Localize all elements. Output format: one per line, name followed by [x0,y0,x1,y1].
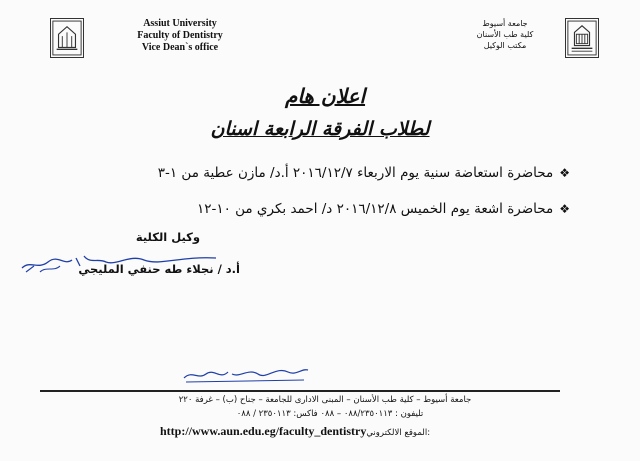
announcement-title: اعلان هام [284,84,366,108]
handwritten-note [180,356,310,386]
website-label: الموقع الالكتروني: [366,428,431,438]
footer-divider [40,390,560,392]
office-name-ar: مكتب الوكيل [483,41,527,50]
diamond-bullet-icon: ❖ [559,202,570,216]
faculty-name-en: Faculty of Dentistry [137,30,223,41]
header-english [110,18,250,54]
announcement-item [50,165,570,181]
university-name-en: Assiut University [143,18,217,29]
website-url[interactable]: http://www.aun.edu.eg/faculty_dentistry [160,424,367,438]
announcement-item-text: محاضرة اشعة يوم الخميس ٢٠١٦/١٢/٨ د/ احمد بكري من ١٠-١٢ [196,201,554,217]
footer-address: جامعة أسيوط – كلية طب الأسنان – المبنى الادارى للجامعة – جناح (ب) – غرفة ٢٢٠ [178,395,472,405]
university-name-ar: جامعة أسيوط [482,19,528,28]
faculty-emblem-icon [566,19,598,57]
university-logo-left [50,18,84,58]
signatory-name: أ.د / نجلاء طه حنفي المليجي [78,262,240,276]
announcement-subtitle: لطلاب الفرقة الرابعة اسنان [210,118,430,140]
announcement-item [50,201,570,217]
faculty-name-ar: كلية طب الأسنان [476,30,534,39]
header-arabic [455,18,555,51]
footer-phone: تليفون : ٠٨٨/٢٣٥٠١١٣ – ٠٨٨ فاكس: ٢٣٥٠١١٣ / ٠٨٨ [236,409,424,419]
university-logo-right [565,18,599,58]
office-name-en: Vice Dean`s office [141,42,219,53]
university-emblem-icon [51,19,83,57]
footer-website-line [160,424,540,439]
announcement-item-text: محاضرة استعاضة سنية يوم الاربعاء ٢٠١٦/١٢/٧ أ.د/ مازن عطية من ١-٣ [157,165,554,181]
diamond-bullet-icon: ❖ [559,166,570,180]
signatory-title: وكيل الكلية [135,230,200,244]
